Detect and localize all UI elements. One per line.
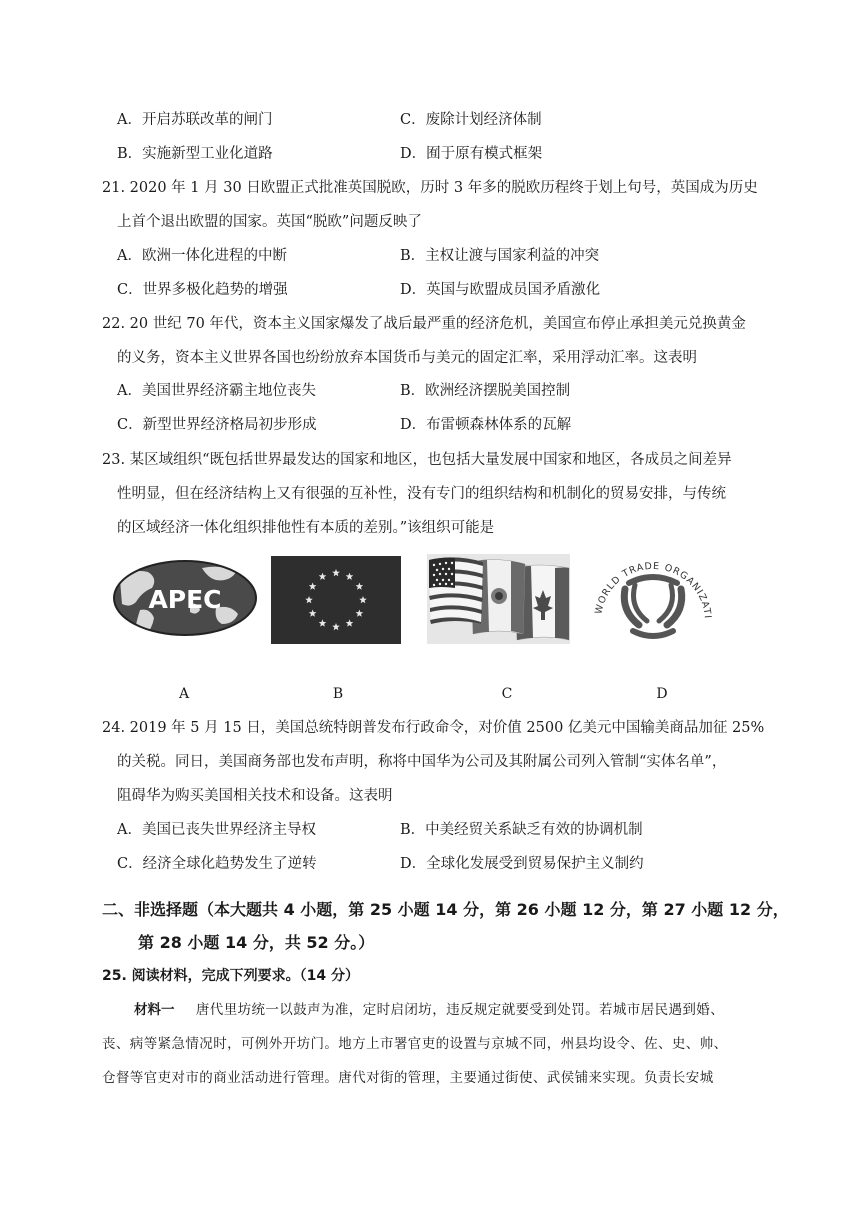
- q20-option-b: B．实施新型工业化道路: [117, 146, 273, 162]
- q24-stem-line1: 24. 2019 年 5 月 15 日，美国总统特朗普发布行政命令，对价值 2500 亿美元中国输美商品加征 25%: [102, 720, 765, 736]
- material-label: 材料一: [134, 1002, 175, 1018]
- q22-stem-line2: 的义务，资本主义世界各国也纷纷放弃本国货币与美元的固定汇率，采用浮动汇率。这表明: [117, 350, 697, 366]
- material-line1-text: 唐代里坊统一以鼓声为准，定时启闭坊，违反规定就要受到处罚。若城市居民遇到婚、: [195, 1002, 725, 1018]
- q21-option-b: B．主权让渡与国家利益的冲突: [400, 248, 600, 264]
- q24-option-b: B．中美经贸关系缺乏有效的协调机制: [400, 822, 643, 838]
- section2-heading-line1: 二、非选择题（本大题共 4 小题，第 25 小题 14 分，第 26 小题 12 分，第 27 小题 12 分，: [102, 900, 789, 919]
- q23-stem-line1: 23. 某区域组织“既包括世界最发达的国家和地区，也包括大量发展中国家和地区，各成员之间差异: [102, 452, 732, 468]
- q21-option-a: A．欧洲一体化进程的中断: [117, 248, 287, 264]
- q23-stem-line2: 性明显，但在经济结构上又有很强的互补性，没有专门的组织结构和机制化的贸易安排，与传统: [117, 486, 726, 502]
- q25-title: 25. 阅读材料，完成下列要求。（14 分）: [102, 968, 360, 984]
- q22-option-d: D．布雷顿森林体系的瓦解: [400, 417, 572, 433]
- q24-option-a: A．美国已丧失世界经济主导权: [117, 822, 316, 838]
- apec-logo-text: APEC: [148, 585, 222, 614]
- q22-stem-line1: 22. 20 世纪 70 年代，资本主义国家爆发了战后最严重的经济危机，美国宣布停止承担美元兑换黄金: [102, 316, 746, 332]
- q25-material-line1: [134, 1000, 724, 1020]
- q22-option-a: A．美国世界经济霸主地位丧失: [117, 383, 316, 399]
- image-label-b: B: [332, 686, 344, 702]
- q20-option-d: D．囿于原有模式框架: [400, 146, 543, 162]
- q20-option-c: C．废除计划经济体制: [400, 112, 542, 128]
- apec-logo-image: [112, 558, 258, 638]
- wto-logo-text: WORLD TRADE ORGANIZATI: [593, 560, 713, 620]
- q23-stem-line3: 的区域经济一体化组织排他性有本质的差别。”该组织可能是: [117, 520, 495, 536]
- q21-option-c: C．世界多极化趋势的增强: [117, 282, 288, 298]
- q22-option-c: C．新型世界经济格局初步形成: [117, 417, 317, 433]
- image-label-d: D: [656, 686, 668, 702]
- q21-option-d: D．英国与欧盟成员国矛盾激化: [400, 282, 601, 298]
- wto-logo-image: [583, 541, 723, 651]
- image-label-a: A: [178, 686, 190, 702]
- q25-material-line2: 丧、病等紧急情况时，可例外开坊门。地方上市署官吏的设置与京城不同，州县均设令、佐、史、帅、: [102, 1036, 728, 1052]
- section2-heading-line2: 第 28 小题 14 分，共 52 分。）: [138, 933, 375, 952]
- q24-option-d: D．全球化发展受到贸易保护主义制约: [400, 856, 644, 872]
- q24-stem-line3: 阻碍华为购买美国相关技术和设备。这表明: [117, 788, 393, 804]
- q20-option-a: A．开启苏联改革的闸门: [117, 112, 273, 128]
- q21-stem-line2: 上首个退出欧盟的国家。英国“脱欧”问题反映了: [117, 214, 422, 230]
- eu-flag-image: [271, 556, 401, 644]
- nafta-flags-image: [427, 554, 570, 644]
- image-label-c: C: [501, 686, 513, 702]
- q24-option-c: C．经济全球化趋势发生了逆转: [117, 856, 317, 872]
- q21-stem-line1: 21. 2020 年 1 月 30 日欧盟正式批准英国脱欧，历时 3 年多的脱欧历程终于划上句号，英国成为历史: [102, 180, 758, 196]
- q25-material-line3: 仓督等官吏对市的商业活动进行管理。唐代对街的管理，主要通过街使、武侯铺来实现。负责长安城: [102, 1070, 714, 1086]
- q24-stem-line2: 的关税。同日，美国商务部也发布声明，称将中国华为公司及其附属公司列入管制“实体名单”，: [117, 754, 727, 770]
- q22-option-b: B．欧洲经济摆脱美国控制: [400, 383, 571, 399]
